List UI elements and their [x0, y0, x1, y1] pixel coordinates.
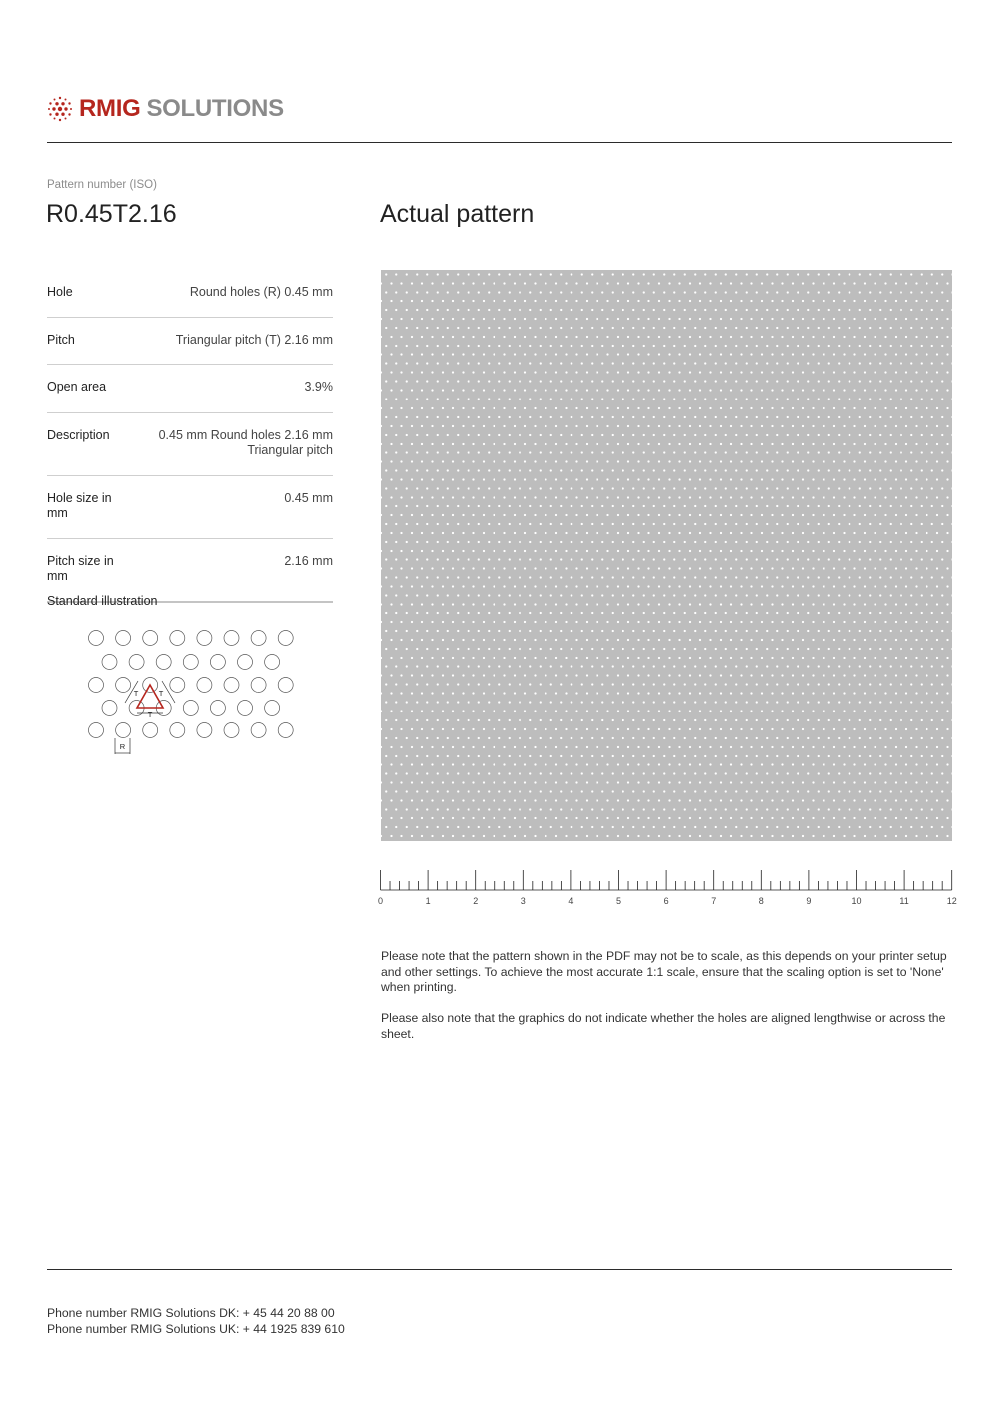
logo-dot	[55, 102, 58, 105]
ruler-label: 10	[851, 896, 862, 906]
header-divider	[47, 142, 952, 143]
illustration-hole	[102, 655, 117, 670]
radius-label: R	[119, 742, 126, 751]
spec-table	[47, 270, 333, 603]
illustration-hole	[278, 723, 293, 738]
spec-row-hole	[47, 270, 333, 318]
logo-dot	[55, 112, 58, 115]
logo-dots-icon	[47, 95, 73, 123]
illustration-hole	[197, 723, 212, 738]
illustration-hole	[197, 631, 212, 646]
brand-name-solutions: SOLUTIONS	[146, 95, 284, 122]
spec-label: Hole	[47, 285, 73, 299]
illustration-hole	[89, 723, 104, 738]
spec-row-pitch-size	[47, 539, 333, 603]
brand-name-rmig: RMIG	[79, 95, 141, 122]
printing-note	[381, 949, 956, 1058]
actual-pattern-swatch	[381, 270, 952, 841]
ruler-label: 4	[568, 896, 574, 906]
illustration-hole	[170, 678, 185, 693]
illustration-hole	[89, 631, 104, 646]
phone-uk: Phone number RMIG Solutions UK: + 44 1925 839 610	[47, 1321, 345, 1336]
standard-illustration-diagram	[82, 624, 302, 760]
illustration-hole	[129, 655, 144, 670]
logo-dot	[59, 97, 61, 99]
illustration-hole	[116, 631, 131, 646]
pattern-number-value: R0.45T2.16	[46, 200, 177, 228]
logo-dot	[61, 112, 64, 115]
illustration-hole	[251, 723, 266, 738]
logo-dot	[49, 113, 51, 115]
spec-label: Hole size in mm	[47, 490, 112, 520]
illustration-hole	[102, 701, 117, 716]
logo-dot	[65, 118, 67, 120]
pattern-number-label: Pattern number (ISO)	[47, 179, 157, 191]
pitch-label-right: T	[158, 689, 164, 698]
illustration-holes	[89, 631, 294, 738]
illustration-hole	[251, 631, 266, 646]
logo-dot	[58, 107, 62, 111]
spec-row-pitch	[47, 318, 333, 366]
logo-dot	[52, 107, 55, 110]
illustration-hole	[170, 723, 185, 738]
illustration-hole	[238, 655, 253, 670]
illustration-hole	[143, 631, 158, 646]
ruler-label: 9	[806, 896, 812, 906]
footer-divider	[47, 1269, 952, 1270]
logo-dot	[48, 108, 50, 110]
illustration-hole	[210, 701, 225, 716]
illustration-hole	[183, 655, 198, 670]
logo-dot	[49, 102, 51, 104]
footer-contact	[47, 1306, 345, 1337]
brand-logo	[47, 94, 284, 124]
illustration-hole	[224, 723, 239, 738]
actual-pattern-title: Actual pattern	[380, 200, 535, 228]
illustration-hole	[197, 678, 212, 693]
illustration-hole	[143, 723, 158, 738]
logo-dot	[54, 98, 56, 100]
illustration-hole	[89, 678, 104, 693]
logo-dot	[68, 113, 70, 115]
spec-row-description	[47, 413, 333, 476]
note-paragraph-alignment: Please also note that the graphics do not indicate whether the holes are aligned lengthwise or across the sheet.	[381, 1011, 946, 1041]
illustration-hole	[278, 678, 293, 693]
illustration-hole	[210, 655, 225, 670]
ruler-label: 8	[758, 896, 764, 906]
illustration-hole	[265, 701, 280, 716]
note-paragraph-scale: Please note that the pattern shown in the PDF may not be to scale, as this depends on your printer setup and other settings. To achieve the most accurate 1:1 scale, ensure that the scaling option is set to 'None' when printing.	[381, 949, 947, 994]
illustration-hole	[265, 655, 280, 670]
spec-value: Round holes (R) 0.45 mm	[189, 285, 333, 299]
illustration-hole	[170, 631, 185, 646]
illustration-hole	[224, 678, 239, 693]
spec-row-open-area	[47, 365, 333, 413]
spec-value: 0.45 mm	[284, 490, 333, 505]
illustration-hole	[251, 678, 266, 693]
logo-dot	[65, 98, 67, 100]
spec-label: Description	[47, 427, 110, 442]
spec-label: Open area	[47, 380, 107, 394]
standard-illustration-label: Standard illustration	[47, 594, 158, 608]
pitch-label-left: T	[133, 689, 139, 698]
ruler-label: 7	[711, 896, 717, 906]
illustration-hole	[224, 631, 239, 646]
spec-value: 2.16 mm	[284, 553, 333, 568]
ruler-label: 12	[946, 896, 957, 906]
ruler-label: 5	[615, 896, 622, 906]
logo-dot	[59, 119, 61, 121]
pitch-label-bottom: T	[147, 710, 153, 719]
ruler-label: 6	[663, 896, 669, 906]
logo-dot	[61, 102, 64, 105]
scale-ruler	[372, 866, 966, 912]
ruler-label: 0	[377, 896, 384, 906]
logo-dot	[64, 107, 67, 110]
logo-dot	[68, 102, 70, 104]
illustration-hole	[116, 723, 131, 738]
spec-label: Pitch	[47, 332, 75, 347]
ruler-label: 1	[425, 896, 431, 906]
logo-dot	[54, 118, 56, 120]
illustration-hole	[116, 678, 131, 693]
ruler-label: 2	[473, 896, 479, 906]
ruler-ticks	[378, 870, 957, 906]
illustration-hole	[156, 655, 171, 670]
phone-dk: Phone number RMIG Solutions DK: + 45 44 20 88 00	[47, 1306, 335, 1320]
ruler-label: 11	[899, 896, 909, 906]
illustration-hole	[183, 701, 198, 716]
brand-name	[79, 94, 284, 124]
spec-value: 3.9%	[304, 380, 333, 394]
logo-dot	[70, 108, 72, 110]
ruler-label: 3	[520, 896, 526, 906]
spec-value: 0.45 mm Round holes 2.16 mm Triangular pitch	[158, 427, 333, 457]
spec-row-hole-size	[47, 476, 333, 539]
spec-value: Triangular pitch (T) 2.16 mm	[175, 332, 333, 347]
spec-label: Pitch size in mm	[47, 553, 114, 583]
illustration-hole	[278, 631, 293, 646]
illustration-hole	[238, 701, 253, 716]
